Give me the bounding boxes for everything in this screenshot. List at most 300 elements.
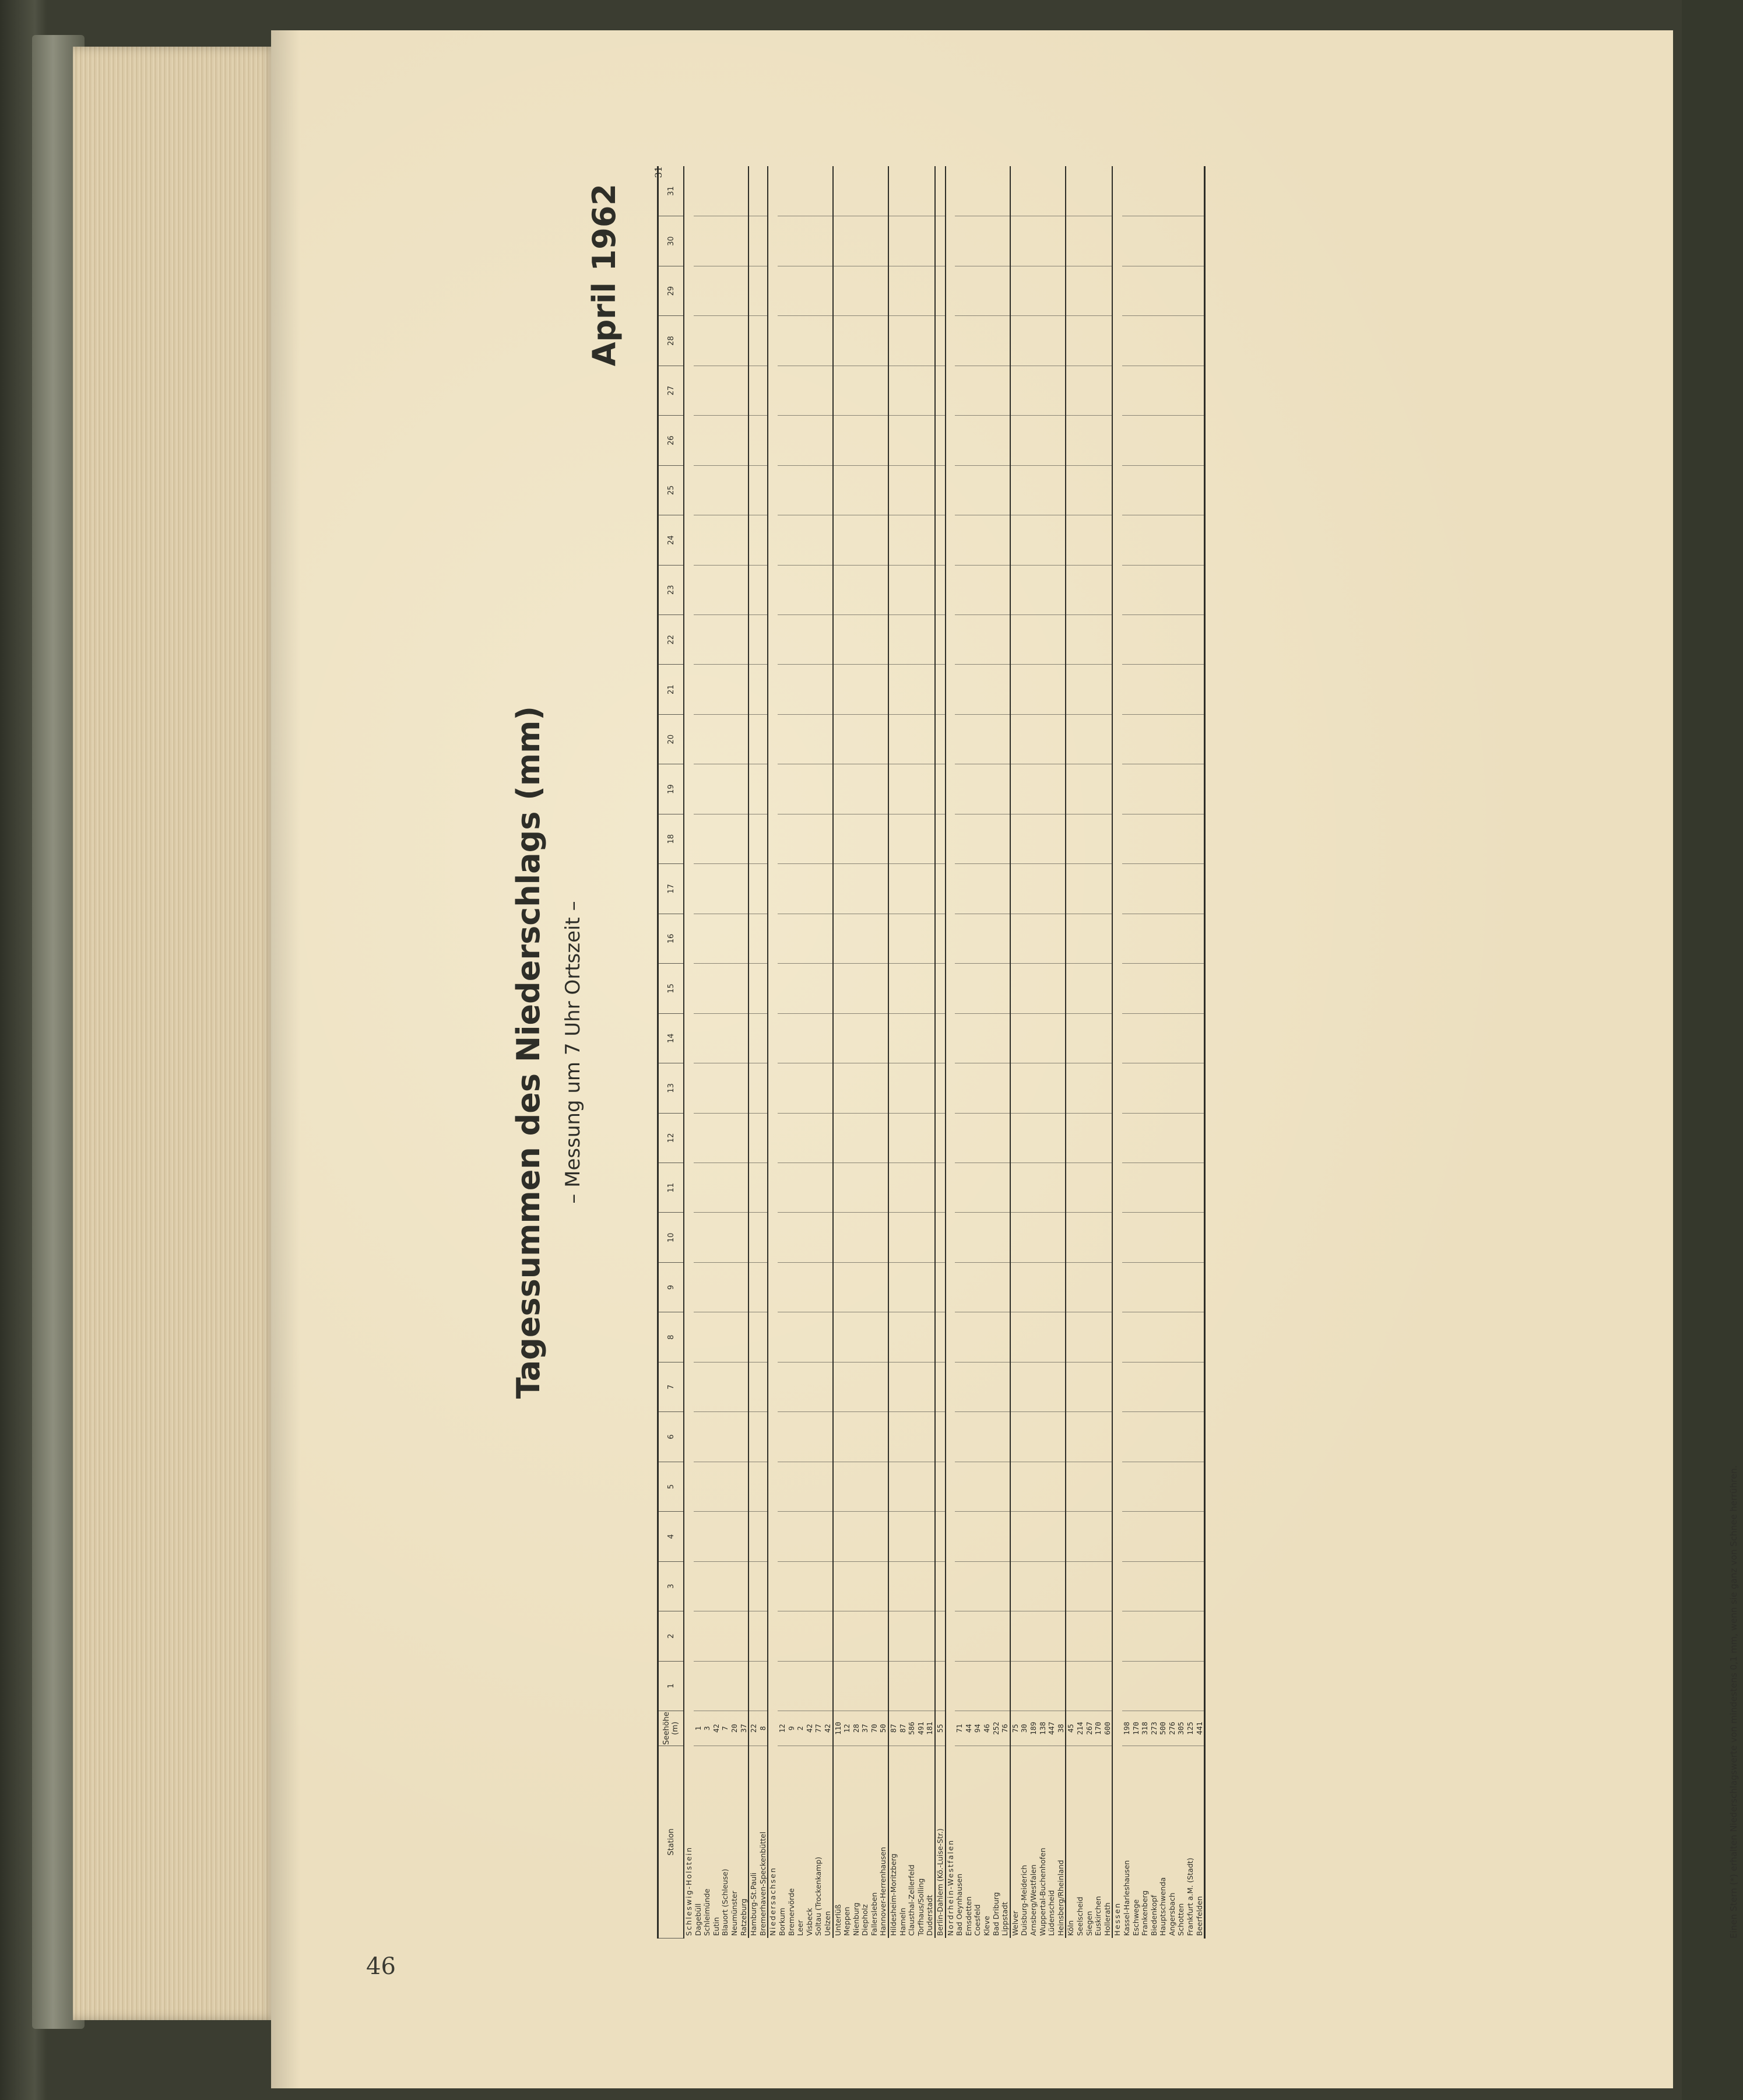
- section-name: Hessen: [1113, 1902, 1122, 1936]
- day-value: [1085, 565, 1094, 614]
- day-value: [1158, 914, 1168, 963]
- day-value: [805, 1462, 814, 1511]
- day-value: [1029, 714, 1038, 764]
- day-value: [1168, 1262, 1177, 1312]
- day-value: [730, 1013, 739, 1063]
- day-value: [721, 1063, 730, 1113]
- day-value: [823, 1262, 833, 1312]
- day-value: [1195, 1462, 1204, 1511]
- day-value: [964, 814, 974, 863]
- day-value: [898, 1262, 908, 1312]
- day-value: [1195, 465, 1204, 515]
- day-value: [1029, 1362, 1038, 1411]
- day-value: [778, 1213, 787, 1262]
- day-value: [796, 665, 805, 714]
- day-value: [1047, 615, 1056, 665]
- day-value: [992, 166, 1001, 216]
- day-value: [1131, 366, 1141, 415]
- day-value: [1176, 1113, 1186, 1163]
- day-value: [898, 1063, 908, 1113]
- day-value: [1029, 615, 1038, 665]
- day-value: [1168, 366, 1177, 415]
- day-value: [1047, 1661, 1056, 1711]
- day-value: [1047, 1611, 1056, 1661]
- day-value: [982, 515, 992, 565]
- day-value: [758, 1661, 768, 1711]
- day-value: [748, 665, 758, 714]
- day-value: [796, 1512, 805, 1561]
- station-name: Hollerath: [1103, 1746, 1113, 1939]
- day-value: [842, 814, 852, 863]
- day-value: [1094, 914, 1103, 963]
- day-value: [1186, 714, 1195, 764]
- day-value: [1038, 764, 1048, 814]
- day-value: [1158, 565, 1168, 614]
- day-value: [916, 416, 926, 465]
- day-value: [833, 1462, 843, 1511]
- day-value: [955, 615, 964, 665]
- day-value: [1131, 316, 1141, 366]
- day-value: [1085, 1063, 1094, 1113]
- day-value: [964, 1113, 974, 1163]
- day-value: [1186, 316, 1195, 366]
- day-value: [1195, 1611, 1204, 1661]
- day-value: [1176, 1611, 1186, 1661]
- day-value: [852, 1611, 861, 1661]
- station-name: Beerfelden: [1194, 1896, 1204, 1936]
- day-value: [1150, 764, 1159, 814]
- day-value: [1020, 366, 1029, 415]
- day-value: [1047, 166, 1056, 216]
- day-value: [964, 1611, 974, 1661]
- day-value: [898, 764, 908, 814]
- day-value: [898, 1163, 908, 1213]
- day-value: [796, 764, 805, 814]
- day-value: [1000, 1412, 1010, 1462]
- station-name: Angersbach: [1167, 1892, 1176, 1936]
- day-value: [778, 714, 787, 764]
- day-value: [778, 964, 787, 1013]
- day-value: [852, 266, 861, 315]
- section-name: Nordrhein-Westfalen: [946, 1839, 955, 1936]
- day-value: [860, 615, 870, 665]
- day-value: [1131, 1611, 1141, 1661]
- day-value: [796, 515, 805, 565]
- day-value: [712, 1412, 721, 1462]
- day-value: [702, 515, 712, 565]
- day-value: [712, 216, 721, 266]
- day-value: [842, 316, 852, 366]
- day-value: [778, 1512, 787, 1561]
- day-value: [712, 316, 721, 366]
- day-value: [1122, 515, 1131, 565]
- day-value: [1056, 914, 1066, 963]
- day-value: [1047, 714, 1056, 764]
- day-value: [907, 266, 916, 315]
- day-value: [1158, 665, 1168, 714]
- day-value: [1168, 1462, 1177, 1511]
- station-name: Bremervörde: [786, 1888, 796, 1936]
- day-value: [878, 814, 888, 863]
- day-value: [842, 764, 852, 814]
- day-value: [888, 914, 898, 963]
- day-value: [1094, 216, 1103, 266]
- day-value: [1140, 1013, 1150, 1063]
- day-value: [1056, 216, 1066, 266]
- day-value: [694, 465, 703, 515]
- day-value: [870, 1262, 879, 1312]
- day-value: [787, 1312, 796, 1362]
- day-value: [787, 166, 796, 216]
- day-value: [1176, 714, 1186, 764]
- day-value: [992, 416, 1001, 465]
- day-value: [907, 1213, 916, 1262]
- day-value: [1122, 1362, 1131, 1411]
- day-value: [878, 665, 888, 714]
- day-value: [1176, 665, 1186, 714]
- day-value: [878, 1412, 888, 1462]
- day-value: [778, 266, 787, 315]
- day-value: [1195, 1412, 1204, 1462]
- day-value: [1186, 814, 1195, 863]
- day-value: [1056, 1213, 1066, 1262]
- day-value: [982, 1512, 992, 1561]
- day-value: [1103, 366, 1113, 415]
- day-value: [1038, 814, 1048, 863]
- day-value: [982, 665, 992, 714]
- day-value: [925, 1611, 935, 1661]
- day-value: [1020, 316, 1029, 366]
- day-value: [1029, 316, 1038, 366]
- day-value: [805, 366, 814, 415]
- day-value: [739, 615, 749, 665]
- day-value: [1158, 1611, 1168, 1661]
- day-value: [1150, 914, 1159, 963]
- day-value: [1076, 1013, 1085, 1063]
- day-value: [712, 1362, 721, 1411]
- day-value: [1186, 1512, 1195, 1561]
- day-value: [1140, 1262, 1150, 1312]
- day-value: [916, 1312, 926, 1362]
- day-value: [796, 615, 805, 665]
- day-value: [907, 864, 916, 914]
- day-value: [739, 1512, 749, 1561]
- day-value: [860, 316, 870, 366]
- day-value: [805, 615, 814, 665]
- day-value: [712, 1312, 721, 1362]
- station-name: Biedenkopf: [1149, 1895, 1158, 1936]
- day-value: [814, 964, 823, 1013]
- table-row: [992, 166, 1001, 1939]
- day-value: [870, 1611, 879, 1661]
- day-value: [852, 216, 861, 266]
- day-value: [916, 1661, 926, 1711]
- day-value: [955, 1312, 964, 1362]
- day-value: [870, 964, 879, 1013]
- day-value: [1038, 1163, 1048, 1213]
- day-value: [1010, 1312, 1020, 1362]
- day-value: [1176, 416, 1186, 465]
- day-value: [878, 1262, 888, 1312]
- day-value: [992, 1462, 1001, 1511]
- day-value: [823, 216, 833, 266]
- day-value: [1150, 1312, 1159, 1362]
- day-value: [814, 1412, 823, 1462]
- day-value: [1029, 266, 1038, 315]
- day-value: [1131, 814, 1141, 863]
- day-value: [1168, 1312, 1177, 1362]
- day-value: [964, 1512, 974, 1561]
- day-value: [973, 964, 982, 1013]
- day-value: [1140, 465, 1150, 515]
- day-value: [1103, 1163, 1113, 1213]
- day-value: [973, 266, 982, 315]
- day-value: [842, 515, 852, 565]
- day-value: [907, 1362, 916, 1411]
- day-value: [1168, 266, 1177, 315]
- header-day: 4: [659, 1512, 684, 1561]
- station-name: Diepholz: [860, 1904, 870, 1936]
- day-value: [1168, 216, 1177, 266]
- day-value: [796, 266, 805, 315]
- table-row: [702, 166, 712, 1939]
- day-value: [1020, 565, 1029, 614]
- day-value: [1076, 1611, 1085, 1661]
- day-value: [739, 1462, 749, 1511]
- day-value: [842, 1312, 852, 1362]
- day-value: [1103, 465, 1113, 515]
- day-value: [860, 1163, 870, 1213]
- day-value: [916, 1063, 926, 1113]
- day-value: [730, 1611, 739, 1661]
- day-value: [898, 1312, 908, 1362]
- day-value: [758, 1312, 768, 1362]
- day-value: [833, 814, 843, 863]
- day-value: [833, 1611, 843, 1661]
- page-title: Tagessummen des Niederschlags (mm): [510, 705, 547, 1399]
- header-day: 10: [659, 1213, 684, 1262]
- day-value: [1122, 1063, 1131, 1113]
- day-value: [805, 166, 814, 216]
- day-value: [1150, 366, 1159, 415]
- day-value: [1085, 1462, 1094, 1511]
- day-value: [805, 216, 814, 266]
- header-day: 12: [659, 1113, 684, 1163]
- day-value: [992, 665, 1001, 714]
- day-value: [694, 914, 703, 963]
- day-value: [852, 565, 861, 614]
- day-value: [992, 764, 1001, 814]
- day-value: [1131, 964, 1141, 1013]
- day-value: [925, 964, 935, 1013]
- station-name: Bad Oeynhausen: [955, 1873, 964, 1936]
- day-value: [721, 1412, 730, 1462]
- day-value: [702, 266, 712, 315]
- day-value: [878, 914, 888, 963]
- day-value: [870, 216, 879, 266]
- day-value: [1085, 1113, 1094, 1163]
- day-value: [1020, 1312, 1029, 1362]
- day-value: [1076, 565, 1085, 614]
- day-value: [814, 216, 823, 266]
- day-value: [870, 1063, 879, 1113]
- day-value: [925, 416, 935, 465]
- day-value: [1140, 1462, 1150, 1511]
- day-value: [1029, 565, 1038, 614]
- day-value: [1010, 964, 1020, 1013]
- day-value: [1176, 1362, 1186, 1411]
- station-height: 2: [796, 1711, 805, 1746]
- day-value: [1085, 1412, 1094, 1462]
- day-value: [1029, 1661, 1038, 1711]
- day-value: [907, 1163, 916, 1213]
- day-value: [925, 166, 935, 216]
- day-value: [814, 266, 823, 315]
- day-value: [878, 166, 888, 216]
- station-height: 37: [860, 1711, 870, 1746]
- day-value: [860, 1013, 870, 1063]
- day-value: [964, 465, 974, 515]
- day-value: [1186, 416, 1195, 465]
- day-value: [1131, 515, 1141, 565]
- day-value: [712, 1063, 721, 1113]
- day-value: [1140, 565, 1150, 614]
- day-value: [1010, 764, 1020, 814]
- day-value: [842, 416, 852, 465]
- day-value: [721, 714, 730, 764]
- day-value: [898, 1512, 908, 1561]
- day-value: [1103, 764, 1113, 814]
- header-day: 18: [659, 814, 684, 863]
- station-height: 252: [992, 1711, 1001, 1746]
- station-name: Visbeck: [804, 1908, 814, 1936]
- header-day: 13: [659, 1063, 684, 1113]
- day-value: [1085, 266, 1094, 315]
- day-value: [1195, 266, 1204, 315]
- day-value: [694, 266, 703, 315]
- day-value: [852, 1213, 861, 1262]
- day-value: [964, 166, 974, 216]
- day-value: [758, 1163, 768, 1213]
- day-value: [898, 1213, 908, 1262]
- day-value: [955, 1462, 964, 1511]
- day-value: [842, 1412, 852, 1462]
- day-value: [1047, 366, 1056, 415]
- day-value: [935, 1512, 946, 1561]
- day-value: [1103, 266, 1113, 315]
- day-value: [1158, 1312, 1168, 1362]
- day-value: [1186, 1462, 1195, 1511]
- day-value: [870, 1362, 879, 1411]
- day-value: [758, 1013, 768, 1063]
- day-value: [964, 764, 974, 814]
- day-value: [1103, 1063, 1113, 1113]
- section-header-row: [946, 166, 955, 1939]
- day-value: [1131, 1262, 1141, 1312]
- day-value: [982, 465, 992, 515]
- day-value: [814, 665, 823, 714]
- day-value: [1094, 714, 1103, 764]
- day-value: [870, 266, 879, 315]
- day-value: [964, 914, 974, 963]
- day-value: [1066, 714, 1076, 764]
- page-subtitle: – Messung um 7 Uhr Ortszeit –: [561, 901, 585, 1204]
- day-value: [1140, 1561, 1150, 1611]
- day-value: [712, 1013, 721, 1063]
- day-value: [730, 565, 739, 614]
- day-value: [823, 964, 833, 1013]
- day-value: [1131, 1412, 1141, 1462]
- day-value: [955, 515, 964, 565]
- day-value: [1103, 1213, 1113, 1262]
- table-row: [1094, 166, 1103, 1939]
- day-value: [973, 914, 982, 963]
- day-value: [758, 615, 768, 665]
- day-value: [955, 665, 964, 714]
- day-value: [1168, 1512, 1177, 1561]
- day-value: [1150, 1561, 1159, 1611]
- day-value: [1103, 515, 1113, 565]
- day-value: [973, 1163, 982, 1213]
- day-value: [823, 166, 833, 216]
- day-value: [964, 864, 974, 914]
- day-value: [739, 216, 749, 266]
- day-value: [982, 764, 992, 814]
- day-value: [992, 216, 1001, 266]
- day-value: [852, 665, 861, 714]
- day-value: [973, 1063, 982, 1113]
- day-value: [805, 864, 814, 914]
- day-value: [964, 1312, 974, 1362]
- day-value: [992, 1163, 1001, 1213]
- day-value: [955, 1262, 964, 1312]
- day-value: [888, 814, 898, 863]
- day-value: [1038, 714, 1048, 764]
- day-value: [870, 166, 879, 216]
- day-value: [787, 1262, 796, 1312]
- day-value: [1186, 1312, 1195, 1362]
- day-value: [1020, 714, 1029, 764]
- day-value: [1094, 1262, 1103, 1312]
- day-value: [1158, 1113, 1168, 1163]
- day-value: [955, 316, 964, 366]
- day-value: [702, 1213, 712, 1262]
- day-value: [878, 714, 888, 764]
- day-value: [1010, 266, 1020, 315]
- day-value: [712, 1512, 721, 1561]
- day-value: [712, 665, 721, 714]
- day-value: [1094, 1462, 1103, 1511]
- day-value: [982, 1661, 992, 1711]
- day-value: [814, 864, 823, 914]
- day-value: [805, 1611, 814, 1661]
- day-value: [1020, 1412, 1029, 1462]
- day-value: [1029, 1262, 1038, 1312]
- day-value: [730, 1262, 739, 1312]
- day-value: [758, 1611, 768, 1661]
- day-value: [1029, 665, 1038, 714]
- day-value: [721, 1462, 730, 1511]
- day-value: [1158, 216, 1168, 266]
- day-value: [805, 1312, 814, 1362]
- day-value: [702, 1512, 712, 1561]
- day-value: [694, 1113, 703, 1163]
- day-value: [955, 366, 964, 415]
- day-value: [758, 914, 768, 963]
- day-value: [925, 814, 935, 863]
- day-value: [982, 814, 992, 863]
- day-value: [712, 1462, 721, 1511]
